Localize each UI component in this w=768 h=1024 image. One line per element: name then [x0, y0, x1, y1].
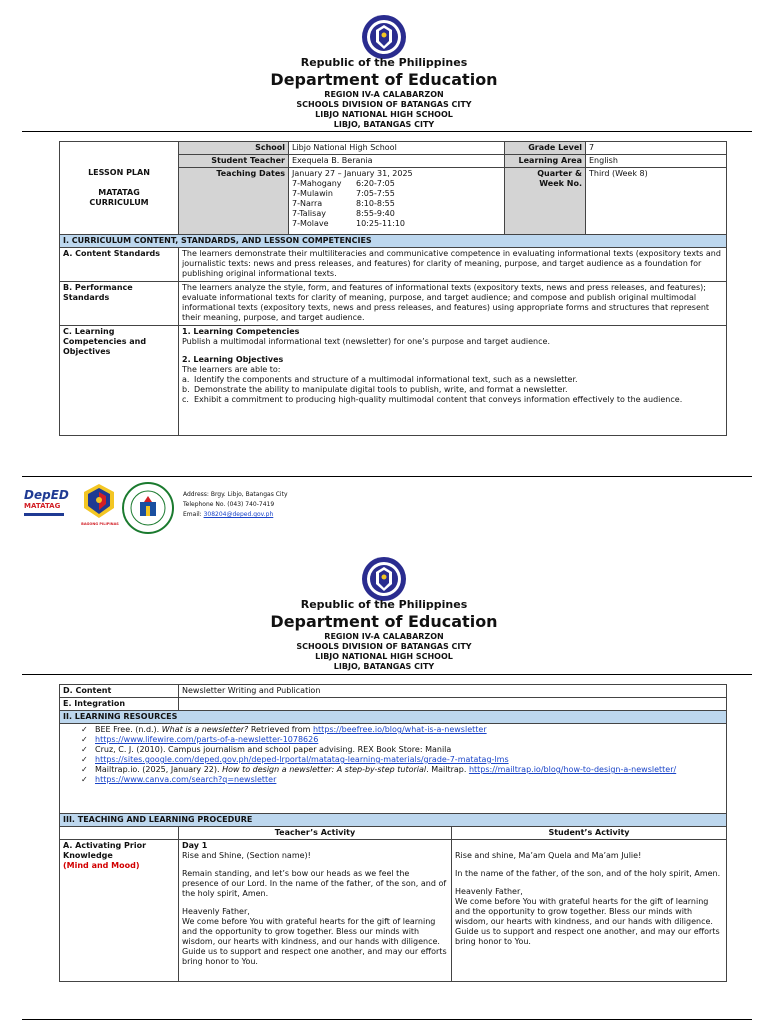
resource-link[interactable]: https://sites.google.com/deped.gov.ph/deped-lrportal/matatag-learning-materials/grade-7-matatag-lms — [95, 755, 509, 764]
footer-email-label: Email: — [183, 511, 204, 518]
objective-text: Exhibit a commitment to producing high-quality multimodal content that conveys information effectively to the audience. — [194, 395, 683, 404]
content-std-text: The learners demonstrate their multiliteracies and communicative competence in evaluating informational texts (expository texts and journalistic texts: news and press releases, and features) for clarity of meaning, purpose, and target audience as a foundation for publishing original informational texts. — [179, 248, 727, 282]
grade-label: Grade Level — [505, 142, 586, 155]
obj-intro: The learners are able to: — [182, 365, 281, 374]
procedure-table — [59, 684, 727, 982]
student-spacer — [455, 841, 723, 851]
footer-address: Address: Brgy. Libjo, Batangas City — [183, 491, 288, 498]
dates-value: January 27 – January 31, 2025 — [292, 169, 413, 178]
objective-text: Identify the components and structure of a multimodal informational text, such as a newsletter. — [194, 375, 578, 384]
quarter-value: Third (Week 8) — [586, 168, 727, 235]
department-title: Department of Education — [270, 612, 498, 631]
dates-cell — [289, 168, 505, 235]
header-rule — [22, 131, 752, 132]
resources-cell — [60, 724, 727, 814]
republic-text: Republic of the Philippines — [300, 56, 468, 69]
teacher-line: Rise and Shine, (Section name)! — [182, 851, 311, 860]
content-std-label: A. Content Standards — [60, 248, 179, 282]
page1-header — [0, 56, 768, 130]
footer-contact — [183, 490, 288, 520]
obj-heading: 2. Learning Objectives — [182, 355, 284, 364]
teacher-line: We come before You with grateful hearts for the gift of learning and the opportunity to grow together. Bless our minds with wisdom, our hearts with kindness, and our hands with diligence. Guide us to support and respect one another, and may our efforts bring honor to You. — [182, 917, 447, 966]
resource-link[interactable]: https://www.lifewire.com/parts-of-a-newsletter-1078626 — [95, 735, 319, 744]
activating-label: A. Activating Prior Knowledge — [63, 841, 147, 860]
student-activity-header: Student’s Activity — [452, 827, 727, 840]
mind-mood-label: (Mind and Mood) — [63, 861, 140, 870]
teacher-value: Exequela B. Berania — [289, 155, 505, 168]
student-line: Heavenly Father, — [455, 887, 523, 896]
page-footer — [22, 478, 752, 538]
school-label: School — [179, 142, 289, 155]
location-text: LIBJO, BATANGAS CITY — [333, 662, 435, 671]
resource-item — [63, 735, 723, 745]
header-rule — [22, 674, 752, 675]
school-text: LIBJO NATIONAL HIGH SCHOOL — [315, 652, 453, 661]
resource-title: What is a newsletter? — [161, 725, 249, 734]
objective-key: a. — [182, 375, 190, 384]
resource-title: How to design a newsletter: A step-by-step tutorial — [222, 765, 427, 774]
resource-text: . Mailtrap. — [426, 765, 469, 774]
school-text: LIBJO NATIONAL HIGH SCHOOL — [315, 110, 453, 119]
grade-value: 7 — [586, 142, 727, 155]
teacher-activity-cell — [179, 840, 452, 982]
area-label: Learning Area — [505, 155, 586, 168]
objective-key: c. — [182, 395, 189, 404]
comp-heading: 1. Learning Competencies — [182, 327, 300, 336]
location-text: LIBJO, BATANGAS CITY — [333, 120, 435, 129]
schedule-row — [292, 209, 501, 219]
content-label: D. Content — [60, 685, 179, 698]
lesson-plan-cell — [60, 142, 179, 235]
check-icon: ✓ — [81, 745, 88, 754]
integration-value — [179, 698, 727, 711]
schedule-row — [292, 199, 501, 209]
deped-matatag-logo — [24, 488, 74, 524]
schedule-time: 8:55-9:40 — [356, 209, 395, 218]
division-text: SCHOOLS DIVISION OF BATANGAS CITY — [296, 642, 472, 651]
school-seal-icon — [122, 482, 174, 534]
school-value: Libjo National High School — [289, 142, 505, 155]
footer-email-line — [183, 510, 288, 520]
objective-item — [182, 395, 723, 405]
republic-text: Republic of the Philippines — [300, 598, 468, 611]
resource-item — [63, 765, 723, 775]
resource-text: Cruz, C. J. (2010). Campus journalism and school paper advising. REX Book Store: Manila — [95, 745, 452, 754]
objective-item — [182, 385, 723, 395]
lesson-plan-label: LESSON PLAN — [88, 168, 150, 177]
perf-std-text: The learners analyze the style, form, and features of informational texts (expository texts, news and press releases, and features); evaluate informational texts for clarity of meaning, purpose, and target audience; and compose and publish original multimodal informational texts (expository texts, news and press releases, and features) using appropriate forms and structures that represent their meaning, purpose, and target audience. — [179, 282, 727, 326]
schedule-time: 8:10-8:55 — [356, 199, 395, 208]
region-text: REGION IV-A CALABARZON — [324, 90, 444, 99]
day-label: Day 1 — [182, 841, 208, 850]
check-icon: ✓ — [81, 775, 88, 784]
schedule-row — [292, 189, 501, 199]
resource-link[interactable]: https://beefree.io/blog/what-is-a-newsletter — [312, 725, 487, 734]
student-line: In the name of the father, of the son, and of the holy spirit, Amen. — [455, 869, 721, 878]
resource-item — [63, 755, 723, 765]
deped-logo-text: DepED — [24, 488, 69, 502]
resource-link[interactable]: https://mailtrap.io/blog/how-to-design-a-newsletter/ — [468, 765, 677, 774]
perf-std-label: B. Performance Standards — [60, 282, 179, 326]
comp-cell — [179, 326, 727, 436]
division-text: SCHOOLS DIVISION OF BATANGAS CITY — [296, 100, 472, 109]
matatag-logo-text: MATATAG — [24, 502, 61, 510]
region-text: REGION IV-A CALABARZON — [324, 632, 444, 641]
comp-label: C. Learning Competencies and Objectives — [60, 326, 179, 436]
schedule-time: 6:20-7:05 — [356, 179, 395, 188]
check-icon: ✓ — [81, 755, 88, 764]
procedure-title: III. TEACHING AND LEARNING PROCEDURE — [60, 814, 727, 827]
schedule-row — [292, 219, 501, 229]
teacher-line: Remain standing, and let’s bow our heads as we feel the presence of our Lord. In the name of the father, of the son, and of the holy spirit, Amen. — [182, 869, 447, 898]
schedule-time: 7:05-7:55 — [356, 189, 395, 198]
schedule-section: 7-Mulawin — [292, 189, 333, 198]
quarter-label: Quarter & Week No. — [505, 168, 586, 235]
schedule-section: 7-Mahogany — [292, 179, 342, 188]
resources-title: II. LEARNING RESOURCES — [60, 711, 727, 724]
footer-email-link[interactable]: 308204@deped.gov.ph — [203, 511, 274, 518]
content-value: Newsletter Writing and Publication — [179, 685, 727, 698]
schedule-section: 7-Talisay — [292, 209, 326, 218]
comp-text: Publish a multimodal informational text (newsletter) for one’s purpose and target audience. — [182, 337, 550, 346]
resource-text: Mailtrap.io. (2025, January 22). — [95, 765, 223, 774]
check-icon: ✓ — [81, 765, 88, 774]
procedure-blank — [60, 827, 179, 840]
resource-item — [63, 745, 723, 755]
bagong-pilipinas-icon — [78, 482, 120, 522]
teacher-line: Heavenly Father, — [182, 907, 250, 916]
department-title: Department of Education — [270, 70, 498, 89]
resource-item — [63, 725, 723, 735]
resource-item — [63, 775, 723, 785]
lesson-plan-table — [59, 141, 727, 436]
schedule-section: 7-Narra — [292, 199, 323, 208]
deped-seal-icon — [361, 556, 407, 602]
schedule-row — [292, 179, 501, 189]
activating-cell — [60, 840, 179, 982]
section1-title: I. CURRICULUM CONTENT, STANDARDS, AND LESSON COMPETENCIES — [60, 235, 727, 248]
dates-label: Teaching Dates — [179, 168, 289, 235]
footer-rule — [22, 476, 752, 477]
objective-item — [182, 375, 723, 385]
student-activity-cell — [452, 840, 727, 982]
resource-link[interactable]: https://www.canva.com/search?q=newsletter — [95, 775, 277, 784]
deped-seal-icon — [361, 14, 407, 60]
bottom-rule — [22, 1019, 752, 1020]
check-icon: ✓ — [81, 735, 88, 744]
teacher-label: Student Teacher — [179, 155, 289, 168]
resource-text: Retrieved from — [248, 725, 313, 734]
logo-stripe — [24, 513, 64, 516]
curriculum-label: MATATAG CURRICULUM — [89, 188, 149, 207]
integration-label: E. Integration — [60, 698, 179, 711]
objective-text: Demonstrate the ability to manipulate digital tools to publish, write, and format a newsletter. — [194, 385, 568, 394]
objective-key: b. — [182, 385, 190, 394]
teacher-activity-header: Teacher’s Activity — [179, 827, 452, 840]
student-line: We come before You with grateful hearts for the gift of learning and the opportunity to grow together. Bless our minds with wisdom, our hearts with kindness, and our hands with diligence. Guide us to support and respect one another, and may our efforts bring honor to You. — [455, 897, 720, 946]
area-value: English — [586, 155, 727, 168]
page2-header — [0, 598, 768, 672]
resource-text: BEE Free. (n.d.). — [95, 725, 162, 734]
bagong-pilipinas-text: BAGONG PILIPINAS — [81, 522, 119, 526]
schedule-time: 10:25-11:10 — [356, 219, 405, 228]
student-line: Rise and shine, Ma’am Quela and Ma’am Julie! — [455, 851, 642, 860]
footer-telephone: Telephone No. (043) 740-7419 — [183, 501, 275, 508]
check-icon: ✓ — [81, 725, 88, 734]
schedule-section: 7-Molave — [292, 219, 329, 228]
